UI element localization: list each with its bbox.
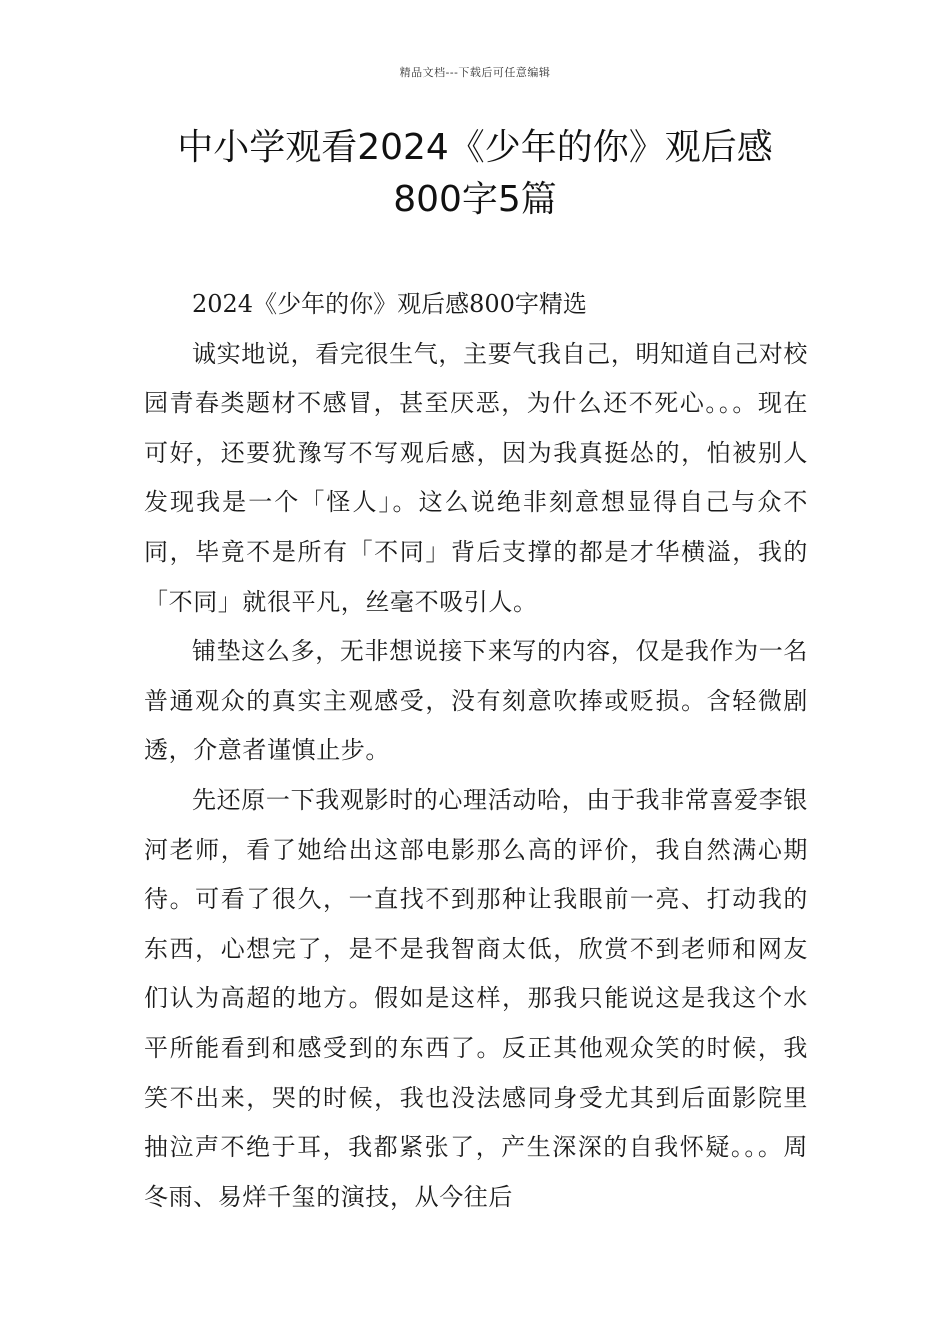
header-note: 精品文档---下载后可任意编辑 [399, 66, 551, 79]
paragraph-2: 铺垫这么多，无非想说接下来写的内容，仅是我作为一名普通观众的真实主观感受，没有刻意吹捧或贬损。含轻微剧透，介意者谨慎止步。 [144, 637, 808, 765]
document-body [144, 280, 808, 1222]
paragraph-3: 先还原一下我观影时的心理活动哈，由于我非常喜爱李银河老师，看了她给出这部电影那么高的评价，我自然满心期待。可看了很久，一直找不到那种让我眼前一亮、打动我的东西，心想完了，是不是我智商太低，欣赏不到老师和网友们认为高超的地方。假如是这样，那我只能说这是我这个水平所能看到和感受到的东西了。反正其他观众笑的时候，我笑不出来，哭的时候，我也没法感同身受尤其到后面影院里抽泣声不绝于耳，我都紧张了，产生深深的自我怀疑。。。周冬雨、易烊千玺的演技，从今往后 [144, 785, 808, 1211]
page-title [95, 122, 855, 226]
section-subtitle: 2024《少年的你》观后感800字精选 [192, 290, 587, 318]
title-line-1: 中小学观看2024《少年的你》观后感 [177, 127, 773, 168]
title-line-2: 800字5篇 [393, 179, 557, 220]
paragraph-1: 诚实地说，看完很生气，主要气我自己，明知道自己对校园青春类题材不感冒，甚至厌恶，为什么还不死心。。。现在可好，还要犹豫写不写观后感，因为我真挺怂的，怕被别人发现我是一个「怪人」。这么说绝非刻意想显得自己与众不同，毕竟不是所有「不同」背后支撑的都是才华横溢，我的「不同」就很平凡，丝毫不吸引人。 [144, 339, 808, 616]
